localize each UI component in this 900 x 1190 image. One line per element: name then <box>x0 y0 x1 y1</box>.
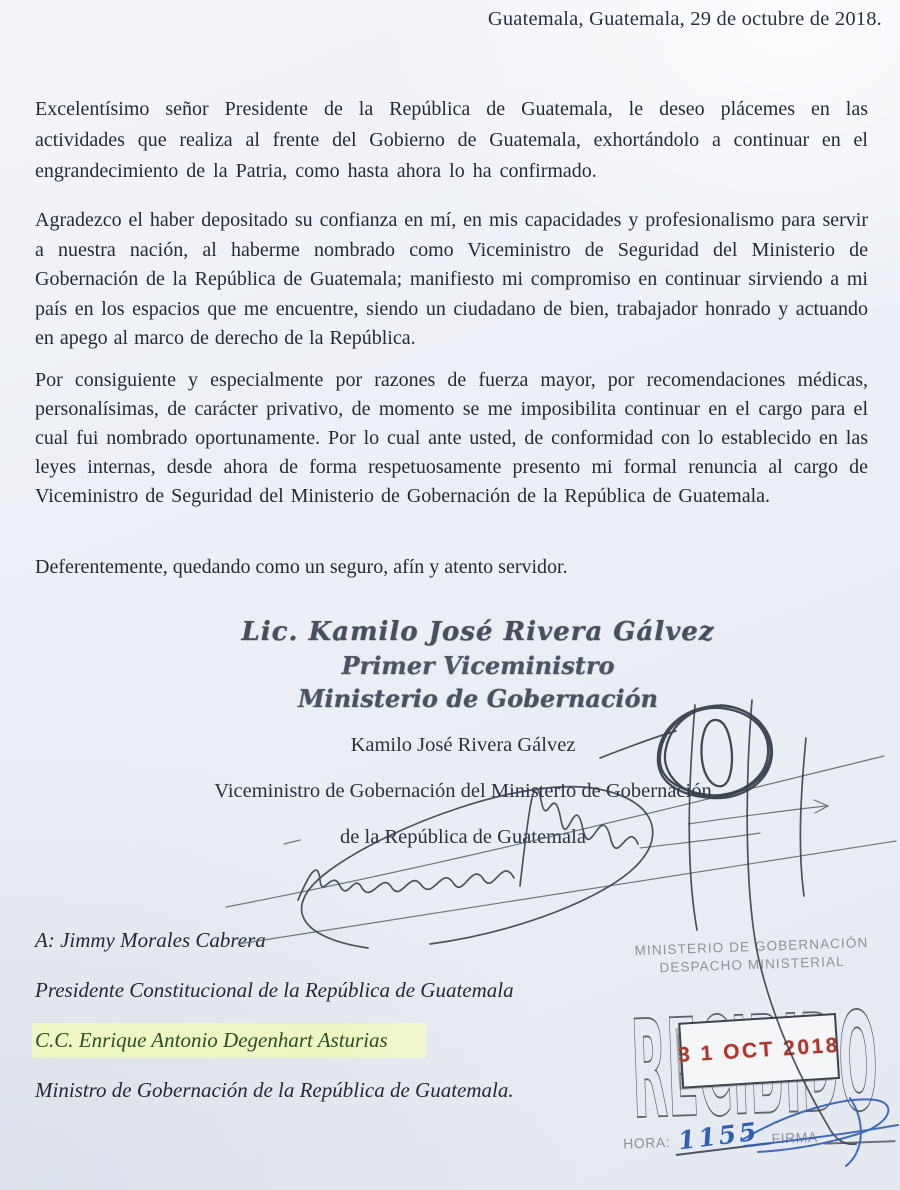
paragraph-greeting: Excelentísimo señor Presidente de la República de Guatemala, le deseo plácemes en las actividades que realiza al frente del Gobierno de Guatemala, exhortándolo a continuar en el engrandecimiento de la Patria, como hasta ahora lo ha confirmado. <box>35 98 868 182</box>
signer-title: Viceministro de Gobernación del Ministerio de Gobernación <box>214 780 712 802</box>
signer-block <box>33 734 893 872</box>
signer-name: Kamilo José Rivera Gálvez <box>350 734 576 756</box>
dateline: Guatemala, Guatemala, 29 de octubre de 2018. <box>487 8 882 30</box>
date-received-value: 3 1 OCT 2018 <box>677 1033 841 1067</box>
name-stamp-title: Primer Viceministro <box>341 651 615 680</box>
firma-signature-line <box>823 1126 895 1144</box>
stamp-hora-row <box>622 1116 896 1156</box>
stamp-office-line1: MINISTERIO DE GOBERNACIÓN <box>634 934 869 959</box>
paragraph-resignation: Por consiguiente y especialmente por razones de fuerza mayor, por recomendaciones médicas, personalísimas, de carácter privativo, de momento se me imposibilita continuar en el cargo para el cual fui nombrado oportunamente. Por lo cual ante usted, de conformidad con lo establecido en las leyes internas, desde ahora de forma respetuosamente presento mi formal renuncia al cargo de Viceministro de Seguridad del Ministerio de Gobernación de la República de Guatemala. <box>35 369 868 507</box>
firma-label: FIRMA <box>771 1128 818 1147</box>
date-received-box <box>678 1013 840 1089</box>
closing-line: Deferentemente, quedando como un seguro, afín y atento servidor. <box>35 556 568 578</box>
name-stamp-name: Lic. Kamilo José Rivera Gálvez <box>241 617 715 647</box>
name-stamp <box>48 616 900 715</box>
received-stamp <box>612 933 898 1163</box>
recipient-president-name: A: Jimmy Morales Cabrera <box>35 928 266 952</box>
stamp-office-line2: DESPACHO MINISTERIAL <box>659 953 845 976</box>
hora-label: HORA: <box>622 1134 671 1152</box>
name-stamp-ministry: Ministerio de Gobernación <box>297 684 659 713</box>
recipients-block <box>35 928 514 1128</box>
recipient-cc-highlighted: C.C. Enrique Antonio Degenhart Asturias <box>32 1023 426 1058</box>
recipient-president-title: Presidente Constitucional de la República de Guatemala <box>35 978 514 1002</box>
paragraph-gratitude: Agradezco el haber depositado su confianza en mí, en mis capacidades y profesionalismo para servir a nuestra nación, al haberme nombrado como Viceministro de Seguridad del Ministerio de Gobernación de la República de Guatemala; manifiesto mi compromiso en continuar sirviendo a mi país en los espacios que me encuentre, siendo un ciudadano de bien, trabajador honrado y actuando en apego al marco de derecho de la República. <box>35 209 868 349</box>
recipient-minister-title: Ministro de Gobernación de la República de Guatemala. <box>35 1078 514 1102</box>
signer-republic: de la República de Guatemala <box>340 826 586 848</box>
hora-handwritten-value: 1155 <box>673 1119 771 1155</box>
